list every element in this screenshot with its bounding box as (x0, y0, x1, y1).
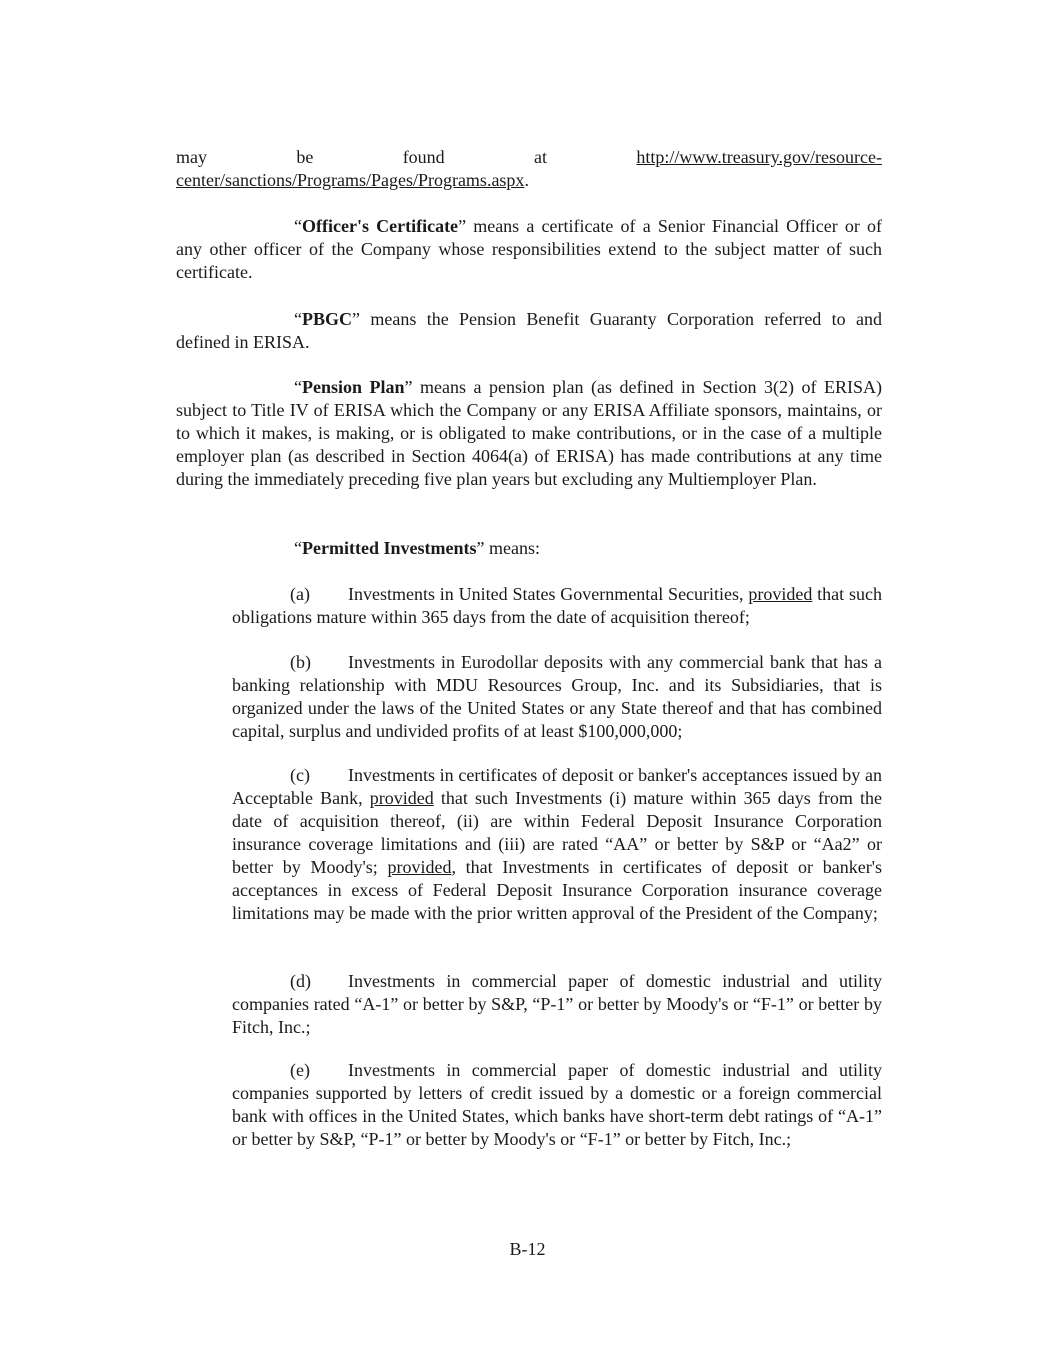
item-marker: (c) (290, 765, 310, 785)
item-text: Investments in Eurodollar deposits with any commercial bank that has a banking relationship with MDU Resources Group, Inc. and its Subsidiaries, that is organized under the laws of the United States or any State thereof and that has combined capital, surplus and undivided profits of at least $100,000,000; (232, 652, 882, 741)
list-item-d (232, 970, 882, 1039)
item-marker: (a) (290, 584, 310, 604)
intro-paragraph (176, 146, 882, 192)
item-marker: (e) (290, 1060, 310, 1080)
intro-word-2: be (296, 147, 314, 167)
item-marker: (b) (290, 652, 311, 672)
item-text: Investments in United States Governmental Securities, (348, 584, 749, 604)
list-item-b (232, 651, 882, 743)
list-item-c (232, 764, 882, 925)
open-quote: “ (294, 216, 302, 236)
close-quote: ” (476, 538, 485, 558)
defined-term-pension-plan: Pension Plan (302, 377, 405, 397)
item-text: , that Investments in certificates of deposit or banker's acceptances in excess of Federal Deposit Insurance Corporation insurance coverage limitations may be made with the prior written approval of the President of the Company; (232, 857, 882, 923)
intro-first-line (176, 146, 882, 169)
definition-pension-plan (176, 376, 882, 491)
item-marker: (d) (290, 971, 311, 991)
item-text: that such Investments (i) mature within 365 days from the date of acquisition thereof, (ii) are within Federal Deposit Insurance Corporation insurance coverage limitations and (iii) are rated “AA” or better by S&P or “Aa2” or better by Moody's; (232, 788, 882, 877)
intro-end: . (524, 170, 529, 190)
item-text: that such obligations mature within 365 days from the date of acquisition thereof; (232, 584, 882, 627)
provided-underlined: provided (387, 857, 452, 877)
treasury-url-link-part2[interactable]: center/sanctions/Programs/Pages/Programs.aspx (176, 170, 525, 190)
close-quote: ” (352, 309, 361, 329)
definition-pbgc (176, 308, 882, 354)
definition-text: means: (484, 538, 540, 558)
open-quote: “ (294, 538, 302, 558)
defined-term-pbgc: PBGC (302, 309, 353, 329)
provided-underlined: provided (748, 584, 813, 604)
open-quote: “ (294, 377, 302, 397)
intro-word-3: found (402, 147, 445, 167)
list-item-a (232, 583, 882, 629)
definition-permitted-investments (176, 537, 882, 560)
intro-word-1: may (176, 147, 207, 167)
definition-text: means a pension plan (as defined in Section 3(2) of ERISA) subject to Title IV of ERISA which the Company or any ERISA Affiliate sponsors, maintains, or to which it makes, is making, or is obligated to make contributions, or in the case of a multiple employer plan (as described in Section 4064(a) of ERISA) has made contributions at any time during the immediately preceding five plan years but excluding any Multiemployer Plan. (176, 377, 882, 489)
treasury-url-link-part1[interactable]: http://www.treasury.gov/resource- (636, 147, 882, 167)
intro-second-line (176, 169, 882, 192)
item-text: Investments in certificates of deposit or banker's acceptances issued by an Acceptable Bank, (232, 765, 882, 808)
definition-text: means a certificate of a Senior Financial Officer or of any other officer of the Company whose responsibilities extend to the subject matter of such certificate. (176, 216, 883, 282)
open-quote: “ (294, 309, 302, 329)
provided-underlined: provided (369, 788, 434, 808)
list-item-e (232, 1059, 882, 1151)
intro-word-4: at (534, 147, 548, 167)
definition-officers-certificate (176, 215, 882, 284)
page-number: B-12 (509, 1239, 546, 1259)
defined-term-officers-certificate: Officer's Certificate (302, 216, 459, 236)
item-text: Investments in commercial paper of domestic industrial and utility companies rated “A-1” or better by S&P, “P-1” or better by Moody's or “F-1” or better by Fitch, Inc.; (232, 971, 882, 1037)
close-quote: ” (458, 216, 467, 236)
item-text: Investments in commercial paper of domestic industrial and utility companies supported by letters of credit issued by a domestic or a foreign commercial bank with offices in the United States, which banks have short-term debt ratings of “A-1” or better by S&P, “P-1” or better by Moody's or “F-1” or better by Fitch, Inc.; (232, 1060, 882, 1149)
close-quote: ” (404, 377, 413, 397)
definition-text: means the Pension Benefit Guaranty Corporation referred to and defined in ERISA. (176, 309, 882, 352)
defined-term-permitted-investments: Permitted Investments (302, 538, 477, 558)
